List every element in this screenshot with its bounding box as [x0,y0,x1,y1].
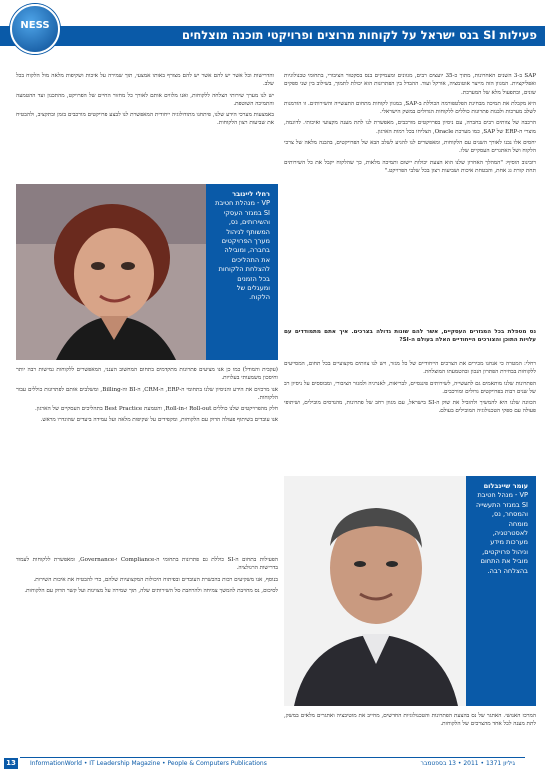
top-left-paragraph: והדרישות וכל אשר יש להם אשר יש להם מצורף באותו אמצעי, תוך שמירה על איכות ושקיפות מלאה מול הלקוח בכל שלב. [16,73,274,88]
top-left-column [16,72,274,182]
top-right-paragraph: יחסים אלו נבנו לאורך השנים עם הלקוחות, ומאפשרים לנו להגיע לשלב הבא של הפרויקטים, בהבנה מלאה של צרכי הלקוח ושל האתגרים העסקיים שלו. [284,140,536,155]
bottom-left-paragraph: לסיכום, נס מחויבת להמשך צמיחה ולהרחבת סל השירותים שלה, תוך שמירה על מצוינות ועל קשר הדוק עם הלקוחות. [24,587,278,594]
omer-photo [284,476,466,706]
section-subhead [284,328,536,356]
omer-caption [466,476,536,706]
ness-logo-icon [10,4,60,54]
middle-left-paragraph: (עקבית והמודל) כמו כן אנו מציעים פתרונות מתקדמים בתחום המחשוב הענני, המאפשרים ללקוחות גמישות רבה יותר וחיסכון משמעותי בעלויות. [16,367,278,382]
top-left-paragraph: יש לנו מערך שירותי הצלחה ללקוחות, ואנו מלווים אותם לאורך כל מחזור החיים של הפרויקט, מהתכנון ועד ההטמעה והתמיכה השוטפת. [16,92,274,107]
footer-divider [20,757,525,758]
omer-title: VP - מנהל חטיבת SI במגזר התעשייה והמסחר, נס, מומחה לאסטרטגיה, מערכות מידע וניהול פרויקטים, מוביל את התחום בהצלחה רבה. [475,491,528,575]
rachel-caption [206,184,278,360]
rachel-name: רחלי ליינובר [232,190,270,198]
bottom-right-paragraph: הכוונה שלנו היא להמשיך ולהוביל את שוק ה-SI בישראל, עם מגוון רחב של פתרונות, מהנדסים מובילים, ושיתופי פעולה עם ספקי הטכנולוגיה המובילים בעולם. [284,400,536,415]
top-right-paragraph: היא מקבלת את תמיכה מבחינת הפלטפורמה הכוללת ב-SAP, במגוון לקוחות מתחום התעשייה והשירותים. זו הזדמנות לשלב מערכות ולבנות פתרונות כוללים ללקוחות הגדולים במשק הישראלי. [284,100,536,116]
rachel-title: VP - מנהלת חטיבת SI במגזר העסקי והשירותים, נס, המשותף לניהול מערך הפרויקטים בחברה, ומובילה את התהליכים להצלחת הלקוחות בכל הזמנים ומעגלים של הלקוח. [215,199,270,302]
top-right-paragraph: רובינוב הוסיף: "המהלך האחרון שלנו הוא הצעת יכולות יישום ותמיכה מלאות, כך שהלקוח יקבל את כל השירותים תחת קורת גג אחת, והבטחת איכות ושביעות רצון בכל שלבי הפרויקט." [284,159,536,174]
bottom-left-column [16,556,278,750]
top-right-paragraph: SAP ב-3 השנים האחרונות, מתוך כ-35 יועצים רבים, מגוונים ומעמיקים בנס בסקטור הציבורי, בתחומי טכנולוגיות ואפליקציות. המגוון הזה מייצר אוטומציה, אורקל ועוד. ההבדל בין הפתרונות הוא יכולת לתמוך, בשילוב בין שני ספקים שונים, ובתפעול מלא של המערכת. [284,73,536,96]
middle-left-column [16,366,278,552]
logo-text: NESS [20,20,50,31]
page-number: 13 [4,758,18,769]
closing-paragraph [284,712,536,752]
closing-text: המרכז האנושי. האתגר של נס בהצעת הפתרונות והטכנולוגיות החדשים, מחייב את מוטיבציה ואתגרים מלאים במשק, לתת מענה לכל אחד מהצרכים של הלקוחות. [284,713,536,728]
omer-name: עומר שיינבלום [483,482,528,490]
footer-issue: גיליון 1371 • 2011 • 13 בספטמבר [420,760,515,767]
rachel-photo [16,184,206,360]
page-footer [0,754,545,774]
top-right-column [284,72,536,320]
page-header [0,0,545,66]
subhead-text: נס מטפלת בכל המגזרים העסקיים, אשר להם שונות גדולה בצרכים. איך אתם מתמודדים עם עלויות התוכן והצורכים הייחודיים האלה בעולם ה-SI? [284,329,536,344]
bottom-left-paragraph: הפעילות בתחום ה-SI כוללת גם פתרונות בתחומי ה-Compliance ו-Governance, ומאפשרת ללקוחות לעמוד בדרישות הרגולציה. [16,557,278,572]
middle-left-paragraph: חלק מהפרויקטים שלנו כוללים Roll-out ו-Roll-in, והטמעת Best Practice בתהליכים העסקיים של הארגון. [34,406,278,413]
top-left-paragraph: באמצעות מערכי הידע שלנו, פיתחנו מתודולוגיה ייחודית המאפשרת לנו לבצע פרויקטים מורכבים בזמן ובתקציב, ולהבטיח את שביעות רצון הלקוחות. [16,112,274,127]
top-right-paragraph: הרכבה של צוותים רבים בחברה, עם ניסיון בפרויקטים מורכבים, מאפשרת לנו לתת מענה מקצועי ואיכותי. לדוגמה, מוצרי ה-ERP של SAP, כמו מערכת Oracle, הצליחו בכל רמות הארגון. [284,120,536,135]
bottom-right-paragraph: רחלי: המטרה כי אנחנו מכירים את הצרכים הייחודיים של כל מגזר, ויש לנו צוותים מקצועיים בכל תחום, המסייעים ללקוחות בבחירת הפתרון הנכון ובהטמעתו המוצלחת. [284,361,536,376]
middle-left-paragraph: אנו עובדים בשיתוף פעולה הדוק עם הלקוחות, ומקפידים על שקיפות מלאה ועל עמידה ביעדים שהוגדרו מראש. [40,417,278,424]
article-title: פעילות SI בנס ישראל על לקוחות מרוצים ופרויקטי תוכנה מוצלחים [181,28,537,42]
bottom-right-paragraph: הפתרונות שלנו מותאמים גם לתעשייה, לשירותים פיננסיים, לבריאות, לאנרגיה ולמגזר הציבורי, ומבוססים על ניסיון רב של שנים רבות בפרויקטים גדולים ומורכבים. [284,380,536,395]
bottom-right-column [284,360,536,470]
middle-left-paragraph: אנו מרכזים את הידע והניסיון שלנו בתחומי ה-ERP, ה-CRM, ה-BI וה-Billing, ומשלבים אותם לפתרונות כוללים עבור הלקוחות. [16,386,278,401]
footer-publications: InformationWorld • IT Leadership Magazine • People & Computers Publications [30,760,267,767]
bottom-left-paragraph: בנוסף, אנו משקיעים רבות בהכשרת העובדים ובפיתוח היכולות המקצועיות שלהם, כדי להבטיח את איכות השירות. [33,576,278,583]
